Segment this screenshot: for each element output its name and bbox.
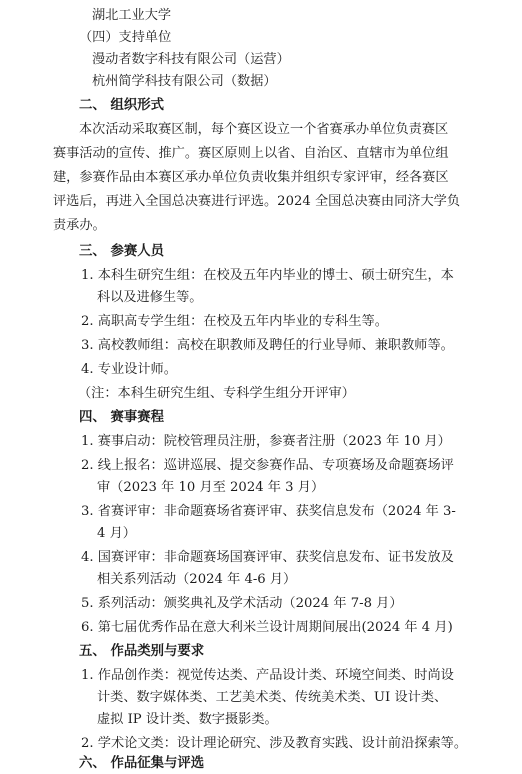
paragraph-line: 建，参赛作品由本赛区承办单位负责收集并组织专家评审，经各赛区 [53,170,449,185]
paragraph-line: 评选后，再进入全国总决赛进行评选。2024 全国总决赛由同济大学负 [53,194,461,209]
note-line: （注：本科生研究生组、专科学生组分开评审） [78,386,355,401]
list-item: 2. 高职高专学生组：在校及五年内毕业的专科生等。 [81,314,388,329]
list-item-continuation: 审（2023 年 10 月至 2024 年 3 月） [97,480,325,495]
list-item: 1. 本科生研究生组：在校及五年内毕业的博士、硕士研究生，本 [81,268,454,283]
list-item: 3. 高校教师组：高校在职教师及聘任的行业导师、兼职教师等。 [81,338,454,353]
list-item-continuation: 4 月） [97,526,136,541]
paragraph-line: 赛事活动的宣传、推广。赛区原则上以省、自治区、直辖市为单位组 [53,146,449,161]
list-item: 1. 赛事启动：院校管理员注册，参赛者注册（2023 年 10 月） [81,434,451,449]
list-item: 3. 省赛评审：非命题赛场省赛评审、获奖信息发布（2024 年 3- [81,504,456,519]
text-line: 湖北工业大学 [92,8,172,23]
text-line: 漫动者数字科技有限公司（运营） [92,52,290,67]
text-line: 杭州简学科技有限公司（数据） [92,74,277,89]
list-item: 4. 专业设计师。 [81,362,177,377]
list-item-continuation: 计类、数字媒体类、工艺美术类、传统美术类、UI 设计类、 [97,690,448,705]
paragraph-line: 责承办。 [53,218,106,233]
list-item: 4. 国赛评审：非命题赛场国赛评审、获奖信息发布、证书发放及 [81,550,454,565]
list-item: 2. 线上报名：巡讲巡展、提交参赛作品、专项赛场及命题赛场评 [81,458,454,473]
section-heading: 六、 作品征集与评选 [79,756,205,771]
paragraph-line: 本次活动采取赛区制，每个赛区设立一个省赛承办单位负责赛区 [79,122,449,137]
list-item: 5. 系列活动：颁奖典礼及学术活动（2024 年 7-8 月） [81,596,403,611]
subsection-heading: （四）支持单位 [79,30,172,45]
section-heading: 五、 作品类别与要求 [79,644,205,659]
list-item: 2. 学术论文类：设计理论研究、涉及教育实践、设计前沿探索等。 [81,736,468,751]
section-heading: 三、 参赛人员 [79,244,165,259]
list-item-continuation: 虚拟 IP 设计类、数字摄影类。 [97,712,278,727]
list-item: 6. 第七届优秀作品在意大利米兰设计周期间展出(2024 年 4 月) [81,620,453,635]
list-item: 1. 作品创作类：视觉传达类、产品设计类、环境空间类、时尚设 [81,668,454,683]
list-item-continuation: 相关系列活动（2024 年 4-6 月） [97,572,297,587]
section-heading: 二、 组织形式 [79,98,165,113]
list-item-continuation: 科以及进修生等。 [97,290,203,305]
section-heading: 四、 赛事赛程 [79,410,165,425]
